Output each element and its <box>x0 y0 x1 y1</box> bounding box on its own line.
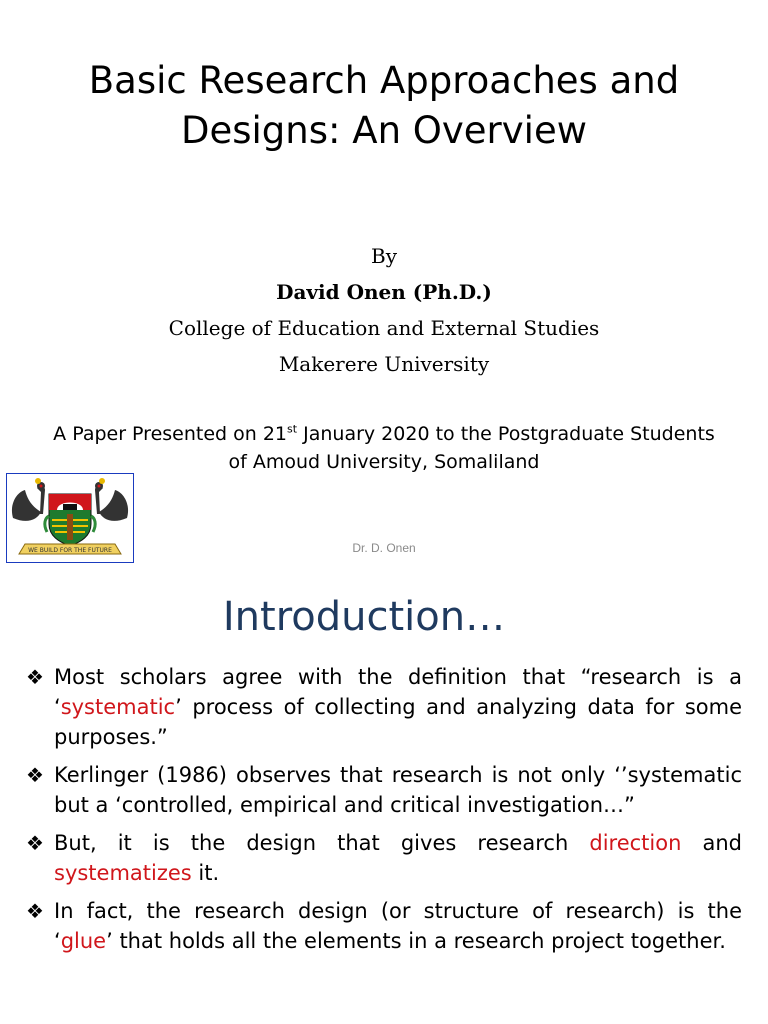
author-name: David Onen (Ph.D.) <box>276 280 492 304</box>
bullet-text: Kerlinger (1986) observes that research is not only ‘’systematic but a ‘controlled, empirical and critical investigation…” <box>54 763 742 817</box>
bullet-item <box>26 662 742 752</box>
bullet-item <box>26 896 742 956</box>
by-label: By <box>371 244 397 268</box>
bullet-item <box>26 760 742 820</box>
diamond-bullet-icon: ❖ <box>26 899 44 923</box>
highlighted-term: glue <box>60 929 107 953</box>
university-name: Makerere University <box>278 352 490 376</box>
introduction-slide <box>0 580 768 1024</box>
bullet-text: But, it is the design that gives research <box>54 831 590 855</box>
introduction-title: Introduction… <box>222 594 506 640</box>
title-line-2: Designs: An Overview <box>181 109 587 152</box>
college-name: College of Education and External Studies <box>168 316 600 340</box>
highlighted-term: direction <box>589 831 682 855</box>
date-suffix: st <box>287 422 298 436</box>
presentation-text-a: A Paper Presented on 21 <box>53 423 288 445</box>
presentation-line-1 <box>0 420 768 448</box>
presentation-note <box>0 420 768 476</box>
diamond-bullet-icon: ❖ <box>26 665 44 689</box>
highlighted-term: systematic <box>60 695 176 719</box>
logo-motto: WE BUILD FOR THE FUTURE <box>28 547 112 554</box>
author-block <box>0 238 768 382</box>
bullet-text: In fact, the research design (or structure of research) is the ‘ <box>54 899 742 953</box>
diamond-bullet-icon: ❖ <box>26 763 44 787</box>
bullet-list <box>26 662 742 964</box>
bullet-text: ’ process of collecting and analyzing data for some purposes.” <box>54 695 742 749</box>
bullet-text: Most scholars agree with the definition that “research is a ‘ <box>54 665 742 719</box>
slide-footer: Dr. D. Onen <box>352 541 416 555</box>
bullet-text: ’ that holds all the elements in a research project together. <box>106 929 726 953</box>
diamond-bullet-icon: ❖ <box>26 831 44 855</box>
title-line-1: Basic Research Approaches and <box>88 59 680 102</box>
bullet-text: and <box>681 831 742 855</box>
slide-title <box>40 56 728 156</box>
highlighted-term: systematizes <box>54 861 192 885</box>
bullet-text: it. <box>191 861 220 885</box>
presentation-text-b: January 2020 to the Postgraduate Students <box>297 423 715 445</box>
presentation-line-2: of Amoud University, Somaliland <box>228 451 540 473</box>
bullet-item <box>26 828 742 888</box>
